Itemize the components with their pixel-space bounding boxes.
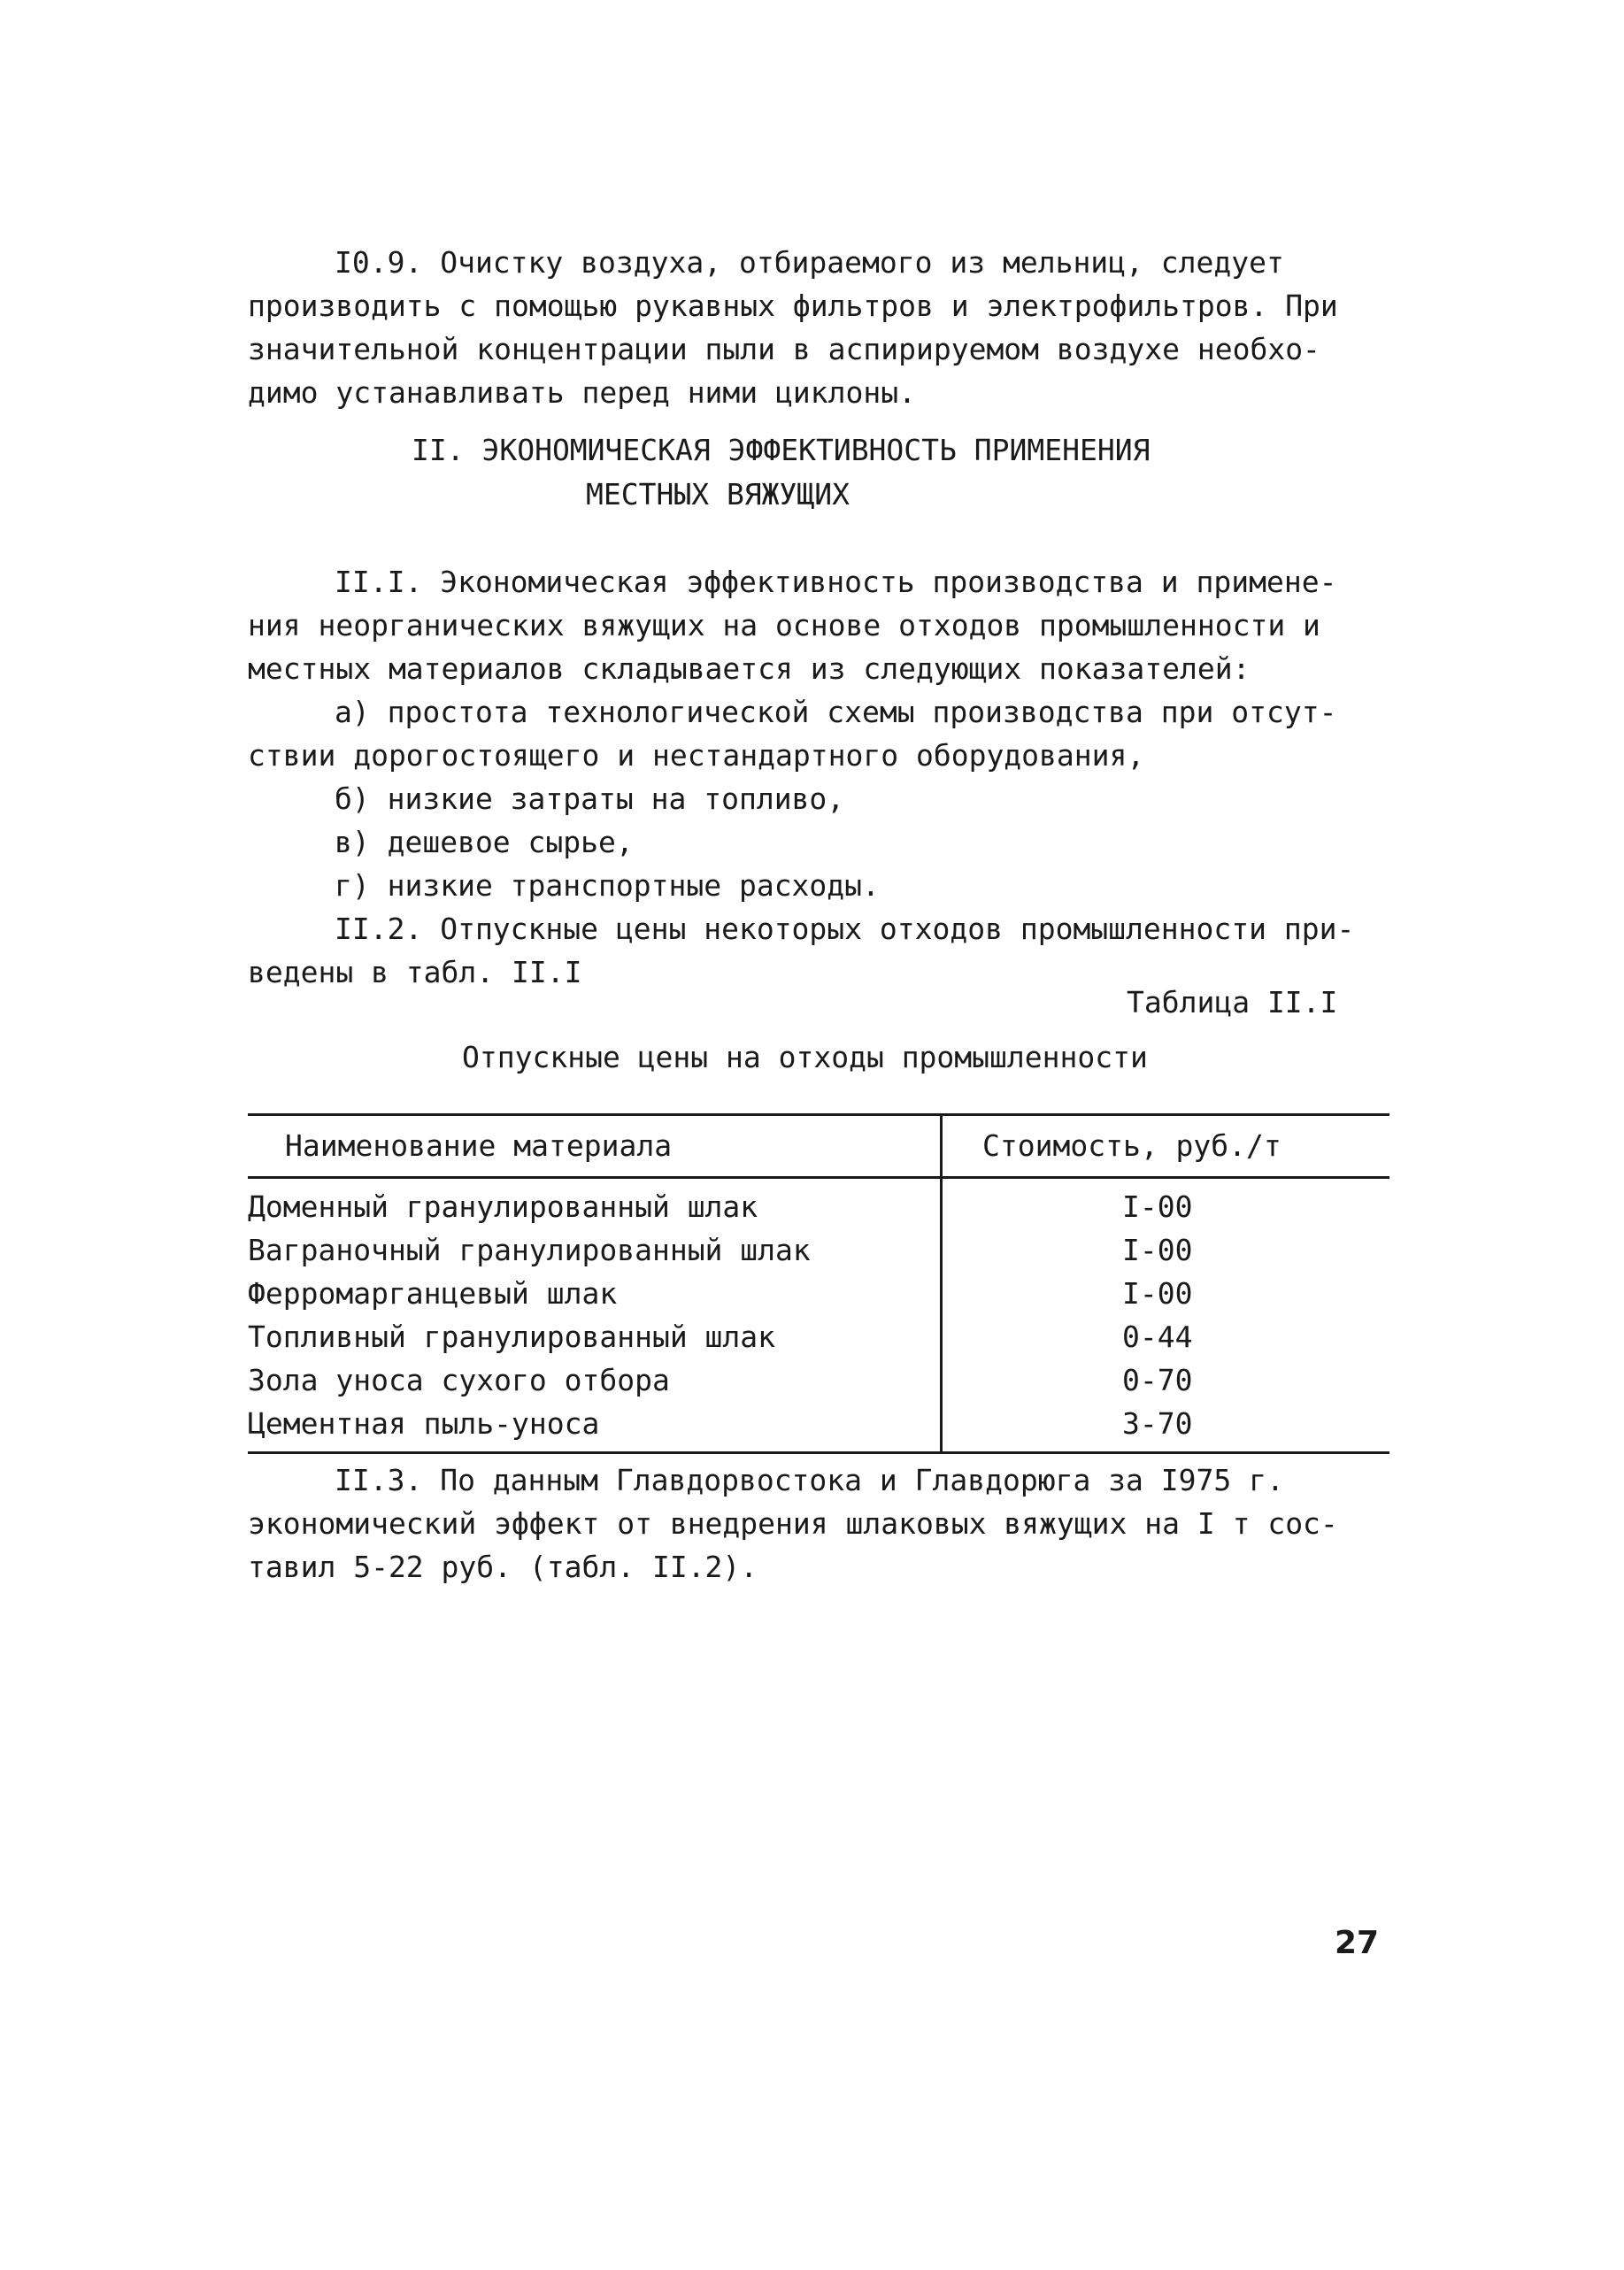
table-header-name: Наименование материала xyxy=(285,1128,673,1163)
para-11-2-line-2: ведены в табл. II.I xyxy=(248,955,582,989)
table-cell-name: Ваграночный гранулированный шлак xyxy=(248,1233,811,1267)
table-cell-name: Ферромарганцевый шлак xyxy=(248,1276,618,1311)
table-cell-name: Цементная пыль-уноса xyxy=(248,1406,600,1441)
table-cell-cost: I-00 xyxy=(1122,1189,1193,1224)
para-11-3-line-2: экономический эффект от внедрения шлаковых вяжущих на I т сос- xyxy=(248,1506,1338,1541)
para-10-9-line-1: I0.9. Очистку воздуха, отбираемого из мельниц, следует xyxy=(335,245,1284,280)
list-item-g: г) низкие транспортные расходы. xyxy=(335,868,880,903)
para-10-9-line-2: производить с помощью рукавных фильтров и электрофильтров. При xyxy=(248,289,1338,323)
list-item-v: в) дешевое сырье, xyxy=(335,825,634,859)
para-11-3-line-3: тавил 5-22 руб. (табл. II.2). xyxy=(248,1550,758,1584)
table-top-rule xyxy=(248,1113,1389,1116)
table-column-divider xyxy=(940,1113,943,1454)
para-11-1-line-3: местных материалов складывается из следующих показателей: xyxy=(248,651,1251,686)
list-item-b: б) низкие затраты на топливо, xyxy=(335,781,845,816)
para-11-1-line-2: ния неорганических вяжущих на основе отходов промышленности и xyxy=(248,608,1320,643)
table-cell-cost: 0-44 xyxy=(1122,1320,1193,1354)
table-label: Таблица II.I xyxy=(1127,985,1338,1020)
table-cell-name: Топливный гранулированный шлак xyxy=(248,1320,776,1354)
table-cell-name: Зола уноса сухого отбора xyxy=(248,1363,670,1397)
table-cell-cost: 3-70 xyxy=(1122,1406,1193,1441)
table-header-cost: Стоимость, руб./т xyxy=(982,1128,1281,1163)
table-cell-cost: I-00 xyxy=(1122,1276,1193,1311)
para-11-3-line-1: II.3. По данным Главдорвостока и Главдорюга за I975 г. xyxy=(335,1463,1284,1497)
list-item-a-line-1: а) простота технологической схемы производства при отсут- xyxy=(335,695,1337,729)
table-cell-name: Доменный гранулированный шлак xyxy=(248,1189,758,1224)
section-heading-line-1: II. ЭКОНОМИЧЕСКАЯ ЭФФЕКТИВНОСТЬ ПРИМЕНЕНИЯ xyxy=(412,433,1151,467)
page-number: 27 xyxy=(1335,1925,1380,1961)
table-cell-cost: I-00 xyxy=(1122,1233,1193,1267)
para-11-1-line-1: II.I. Экономическая эффективность производства и примене- xyxy=(335,565,1337,599)
section-heading-line-2: МЕСТНЫХ ВЯЖУЩИХ xyxy=(586,477,850,512)
table-cell-cost: 0-70 xyxy=(1122,1363,1193,1397)
table-header-rule xyxy=(248,1176,1389,1179)
para-10-9-line-3: значительной концентрации пыли в аспирируемом воздухе необхо- xyxy=(248,332,1320,366)
para-10-9-line-4: димо устанавливать перед ними циклоны. xyxy=(248,375,916,410)
table-bottom-rule xyxy=(248,1451,1389,1454)
para-11-2-line-1: II.2. Отпускные цены некоторых отходов промышленности при- xyxy=(335,912,1355,946)
list-item-a-line-2: ствии дорогостоящего и нестандартного оборудования, xyxy=(248,738,1145,773)
table-title: Отпускные цены на отходы промышленности xyxy=(462,1040,1148,1074)
